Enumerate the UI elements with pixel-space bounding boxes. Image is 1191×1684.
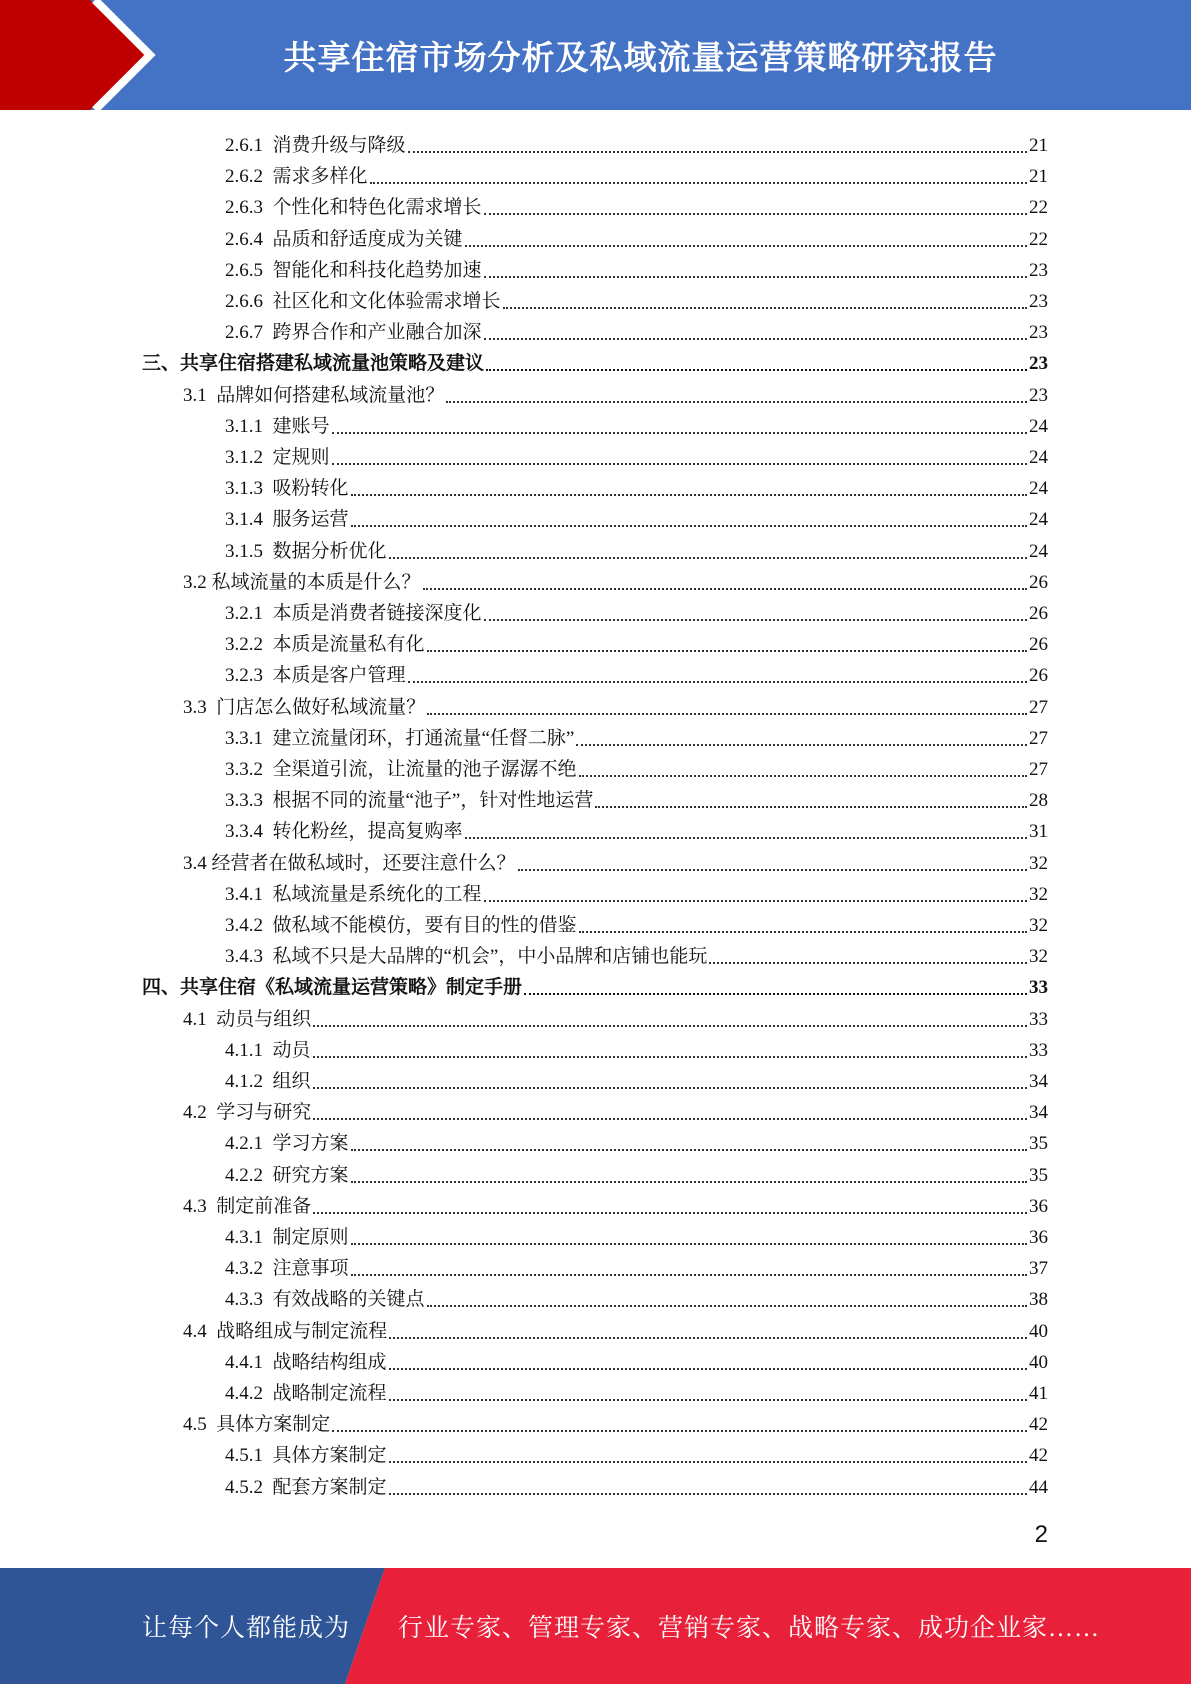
toc-entry-title: 2.6.5 智能化和科技化趋势加速 bbox=[225, 259, 482, 281]
toc-entry[interactable] bbox=[225, 126, 1048, 157]
toc-dot-leader bbox=[423, 588, 1027, 590]
footer-slogan-left: 让每个人都能成为 bbox=[142, 1615, 351, 1642]
toc-entry[interactable] bbox=[183, 1312, 1048, 1343]
toc-entry-title: 3.3.1 建立流量闭环，打通流量“任督二脉” bbox=[225, 727, 575, 749]
toc-entry-page: 26 bbox=[1029, 571, 1048, 593]
toc-dot-leader bbox=[484, 213, 1027, 215]
toc-entry-title: 2.6.4 品质和舒适度成为关键 bbox=[225, 228, 463, 250]
page-number: 2 bbox=[1034, 1521, 1048, 1548]
toc-entry-page: 27 bbox=[1029, 759, 1048, 780]
toc-dot-leader bbox=[332, 1430, 1027, 1432]
toc-entry-title: 2.6.2 需求多样化 bbox=[225, 166, 368, 188]
toc-dot-leader bbox=[408, 151, 1027, 153]
toc-entry[interactable] bbox=[225, 469, 1048, 500]
toc-entry[interactable] bbox=[225, 625, 1048, 656]
toc-entry-title: 三、共享住宿搭建私域流量池策略及建议 bbox=[142, 353, 485, 375]
toc-entry-page: 35 bbox=[1029, 1133, 1048, 1155]
report-title: 共享住宿市场分析及私域流量运营策略研究报告 bbox=[283, 37, 998, 77]
toc-entry-title: 4.3.3 有效战略的关键点 bbox=[225, 1289, 425, 1311]
header-chevron-decoration bbox=[0, 0, 160, 110]
toc-entry-page: 24 bbox=[1029, 415, 1048, 437]
toc-entry-page: 42 bbox=[1029, 1445, 1048, 1467]
toc-entry[interactable] bbox=[225, 188, 1048, 219]
toc-entry-title: 2.6.7 跨界合作和产业融合加深 bbox=[225, 322, 482, 344]
toc-entry-page: 23 bbox=[1029, 384, 1048, 406]
toc-entry[interactable] bbox=[225, 1218, 1048, 1249]
toc-entry[interactable] bbox=[225, 875, 1048, 906]
toc-dot-leader bbox=[427, 1305, 1027, 1307]
toc-entry-title: 3.4 经营者在做私域时，还要注意什么？ bbox=[183, 852, 516, 874]
toc-entry[interactable] bbox=[225, 594, 1048, 625]
toc-entry[interactable] bbox=[225, 812, 1048, 843]
chevron-red-shape bbox=[0, 0, 145, 110]
toc-entry-page: 40 bbox=[1029, 1351, 1048, 1373]
toc-entry-page: 40 bbox=[1029, 1320, 1048, 1342]
toc-entry[interactable] bbox=[183, 1405, 1048, 1436]
toc-entry[interactable] bbox=[225, 1031, 1048, 1062]
toc-entry[interactable] bbox=[225, 282, 1048, 313]
toc-entry[interactable] bbox=[225, 1280, 1048, 1311]
toc-entry-title: 3.1.4 服务运营 bbox=[225, 509, 349, 531]
toc-dot-leader bbox=[484, 338, 1027, 340]
toc-dot-leader bbox=[503, 307, 1027, 309]
toc-entry-page: 32 bbox=[1029, 946, 1048, 968]
toc-dot-leader bbox=[351, 1181, 1027, 1183]
report-header bbox=[0, 0, 1191, 110]
toc-entry[interactable] bbox=[225, 1156, 1048, 1187]
toc-dot-leader bbox=[576, 744, 1027, 746]
toc-entry-title: 3.2 私域流量的本质是什么？ bbox=[183, 571, 421, 593]
toc-entry-page: 22 bbox=[1029, 197, 1048, 219]
toc-entry-title: 4.4 战略组成与制定流程 bbox=[183, 1320, 388, 1342]
toc-entry-title: 4.5.1 具体方案制定 bbox=[225, 1445, 387, 1467]
toc-dot-leader bbox=[389, 1461, 1027, 1463]
toc-entry-page: 36 bbox=[1029, 1195, 1048, 1217]
toc-entry-title: 4.3.1 制定原则 bbox=[225, 1227, 349, 1248]
toc-dot-leader bbox=[313, 1087, 1027, 1089]
toc-entry[interactable] bbox=[225, 1124, 1048, 1155]
toc-entry[interactable] bbox=[183, 1000, 1048, 1031]
toc-entry[interactable] bbox=[183, 1187, 1048, 1218]
toc-entry-title: 3.1.5 数据分析优化 bbox=[225, 540, 387, 562]
toc-entry[interactable] bbox=[225, 1249, 1048, 1280]
toc-dot-leader bbox=[332, 463, 1027, 465]
toc-entry-page: 21 bbox=[1029, 135, 1048, 156]
toc-entry-page: 24 bbox=[1029, 478, 1048, 500]
toc-dot-leader bbox=[370, 182, 1027, 184]
toc-entry-page: 23 bbox=[1029, 259, 1048, 281]
toc-entry-title: 4.2.1 学习方案 bbox=[225, 1133, 349, 1155]
toc-entry-page: 33 bbox=[1029, 977, 1048, 999]
toc-dot-leader bbox=[313, 1056, 1027, 1058]
toc-entry-title: 2.6.6 社区化和文化体验需求增长 bbox=[225, 291, 501, 312]
toc-dot-leader bbox=[465, 245, 1027, 247]
toc-entry-page: 31 bbox=[1029, 821, 1048, 843]
toc-entry[interactable] bbox=[225, 438, 1048, 469]
toc-entry[interactable] bbox=[183, 844, 1048, 875]
toc-entry-title: 4.2.2 研究方案 bbox=[225, 1164, 349, 1186]
toc-dot-leader bbox=[389, 557, 1027, 559]
toc-entry[interactable] bbox=[225, 220, 1048, 251]
toc-dot-leader bbox=[427, 713, 1027, 715]
toc-dot-leader bbox=[332, 432, 1027, 434]
toc-entry-page: 28 bbox=[1029, 790, 1048, 812]
toc-dot-leader bbox=[389, 1337, 1027, 1339]
toc-entry-page: 33 bbox=[1029, 1008, 1048, 1030]
toc-dot-leader bbox=[313, 1025, 1027, 1027]
toc-entry-page: 23 bbox=[1029, 322, 1048, 344]
toc-entry[interactable] bbox=[183, 688, 1048, 719]
toc-entry-title: 4.3.2 注意事项 bbox=[225, 1258, 349, 1280]
toc-entry[interactable] bbox=[225, 781, 1048, 812]
toc-dot-leader bbox=[446, 401, 1027, 403]
toc-entry[interactable] bbox=[183, 376, 1048, 407]
toc-entry-title: 4.3 制定前准备 bbox=[183, 1195, 312, 1217]
toc-entry-page: 37 bbox=[1029, 1258, 1048, 1280]
toc-entry[interactable] bbox=[225, 407, 1048, 438]
toc-entry-page: 44 bbox=[1029, 1476, 1048, 1498]
toc-entry-title: 3.3.2 全渠道引流，让流量的池子潺潺不绝 bbox=[225, 759, 577, 780]
toc-entry[interactable] bbox=[225, 251, 1048, 282]
toc-entry[interactable] bbox=[225, 937, 1048, 968]
toc-entry-title: 2.6.3 个性化和特色化需求增长 bbox=[225, 197, 482, 219]
toc-entry-page: 36 bbox=[1029, 1227, 1048, 1248]
toc-dot-leader bbox=[351, 1149, 1027, 1151]
toc-entry[interactable] bbox=[183, 563, 1048, 594]
toc-entry[interactable] bbox=[225, 500, 1048, 531]
toc-entry-title: 4.1.2 组织 bbox=[225, 1071, 311, 1092]
toc-entry-title: 3.4.2 做私域不能模仿，要有目的性的借鉴 bbox=[225, 915, 577, 936]
toc-entry-page: 32 bbox=[1029, 852, 1048, 874]
toc-entry-title: 4.4.1 战略结构组成 bbox=[225, 1351, 387, 1373]
toc-entry-page: 35 bbox=[1029, 1164, 1048, 1186]
toc-dot-leader bbox=[484, 276, 1027, 278]
toc-entry-title: 4.5.2 配套方案制定 bbox=[225, 1476, 387, 1498]
toc-dot-leader bbox=[518, 869, 1027, 871]
toc-entry[interactable] bbox=[225, 1468, 1048, 1499]
toc-dot-leader bbox=[484, 900, 1027, 902]
toc-entry-title: 4.2 学习与研究 bbox=[183, 1102, 312, 1124]
toc-entry-page: 26 bbox=[1029, 665, 1048, 687]
report-footer bbox=[0, 1568, 1191, 1684]
toc-dot-leader bbox=[524, 993, 1027, 995]
toc-entry[interactable] bbox=[225, 157, 1048, 188]
toc-entry-title: 3.4.3 私域不只是大品牌的“机会”，中小品牌和店铺也能玩 bbox=[225, 946, 708, 968]
toc-entry-title: 3.1 品牌如何搭建私域流量池？ bbox=[183, 384, 445, 406]
toc-entry-title: 四、共享住宿《私域流量运营策略》制定手册 bbox=[142, 977, 523, 999]
toc-dot-leader bbox=[486, 369, 1027, 371]
toc-entry-page: 41 bbox=[1029, 1383, 1048, 1404]
toc-entry-title: 3.3.4 转化粉丝，提高复购率 bbox=[225, 821, 463, 843]
toc-entry-page: 24 bbox=[1029, 447, 1048, 468]
toc-entry-page: 38 bbox=[1029, 1289, 1048, 1311]
toc-dot-leader bbox=[389, 1368, 1027, 1370]
toc-dot-leader bbox=[579, 931, 1027, 933]
toc-entry[interactable] bbox=[183, 1093, 1048, 1124]
toc-dot-leader bbox=[351, 494, 1027, 496]
toc-entry-page: 42 bbox=[1029, 1414, 1048, 1436]
toc-entry-page: 33 bbox=[1029, 1039, 1048, 1061]
toc-dot-leader bbox=[313, 1212, 1027, 1214]
toc-entry-page: 34 bbox=[1029, 1071, 1048, 1092]
toc-entry[interactable] bbox=[142, 968, 1048, 999]
toc-entry[interactable] bbox=[225, 313, 1048, 344]
toc-entry-title: 3.2.2 本质是流量私有化 bbox=[225, 634, 425, 656]
toc-dot-leader bbox=[427, 650, 1027, 652]
toc-entry-title: 3.2.1 本质是消费者链接深度化 bbox=[225, 603, 482, 624]
toc-dot-leader bbox=[313, 1118, 1027, 1120]
toc-entry[interactable] bbox=[225, 750, 1048, 781]
toc-entry[interactable] bbox=[225, 1436, 1048, 1467]
toc-entry-page: 21 bbox=[1029, 166, 1048, 188]
toc-entry[interactable] bbox=[225, 719, 1048, 750]
toc-entry-title: 3.1.1 建账号 bbox=[225, 415, 330, 437]
toc-entry[interactable] bbox=[142, 344, 1048, 375]
toc-entry[interactable] bbox=[225, 532, 1048, 563]
toc-dot-leader bbox=[579, 775, 1027, 777]
toc-dot-leader bbox=[465, 837, 1027, 839]
toc-dot-leader bbox=[709, 962, 1027, 964]
toc-entry-page: 32 bbox=[1029, 915, 1048, 936]
toc-entry-page: 34 bbox=[1029, 1102, 1048, 1124]
toc-entry-title: 4.1 动员与组织 bbox=[183, 1008, 312, 1030]
toc-dot-leader bbox=[408, 681, 1027, 683]
toc-entry-title: 3.4.1 私域流量是系统化的工程 bbox=[225, 883, 482, 905]
toc-dot-leader bbox=[351, 1243, 1027, 1245]
toc-entry-title: 2.6.1 消费升级与降级 bbox=[225, 135, 406, 156]
toc-entry[interactable] bbox=[225, 1374, 1048, 1405]
toc-dot-leader bbox=[389, 1399, 1027, 1401]
toc-entry[interactable] bbox=[225, 656, 1048, 687]
toc-entry-page: 24 bbox=[1029, 540, 1048, 562]
toc-entry-title: 4.4.2 战略制定流程 bbox=[225, 1383, 387, 1404]
toc-entry-title: 3.1.3 吸粉转化 bbox=[225, 478, 349, 500]
toc-entry-title: 3.2.3 本质是客户管理 bbox=[225, 665, 406, 687]
toc-dot-leader bbox=[351, 1274, 1027, 1276]
toc-entry[interactable] bbox=[225, 906, 1048, 937]
toc-entry-title: 4.5 具体方案制定 bbox=[183, 1414, 331, 1436]
toc-entry-title: 3.3.3 根据不同的流量“池子”，针对性地运营 bbox=[225, 790, 594, 812]
toc-entry-page: 24 bbox=[1029, 509, 1048, 531]
toc-dot-leader bbox=[484, 619, 1027, 621]
footer-slogan-right: 行业专家、管理专家、营销专家、战略专家、成功企业家…… bbox=[398, 1615, 1101, 1642]
toc-entry[interactable] bbox=[225, 1343, 1048, 1374]
toc-entry-page: 27 bbox=[1029, 727, 1048, 749]
toc-entry-title: 3.1.2 定规则 bbox=[225, 447, 330, 468]
toc-dot-leader bbox=[595, 806, 1027, 808]
toc-entry-page: 32 bbox=[1029, 883, 1048, 905]
toc-entry-page: 26 bbox=[1029, 634, 1048, 656]
toc-entry-page: 27 bbox=[1029, 696, 1048, 718]
toc-entry-page: 23 bbox=[1029, 291, 1048, 312]
toc-dot-leader bbox=[389, 1493, 1027, 1495]
toc-entry-title: 3.3 门店怎么做好私域流量？ bbox=[183, 696, 426, 718]
toc-entry-page: 22 bbox=[1029, 228, 1048, 250]
toc-entry-page: 23 bbox=[1029, 353, 1048, 375]
toc-dot-leader bbox=[351, 525, 1027, 527]
toc-entry-page: 26 bbox=[1029, 603, 1048, 624]
toc-entry[interactable] bbox=[225, 1062, 1048, 1093]
toc-entry-title: 4.1.1 动员 bbox=[225, 1039, 311, 1061]
